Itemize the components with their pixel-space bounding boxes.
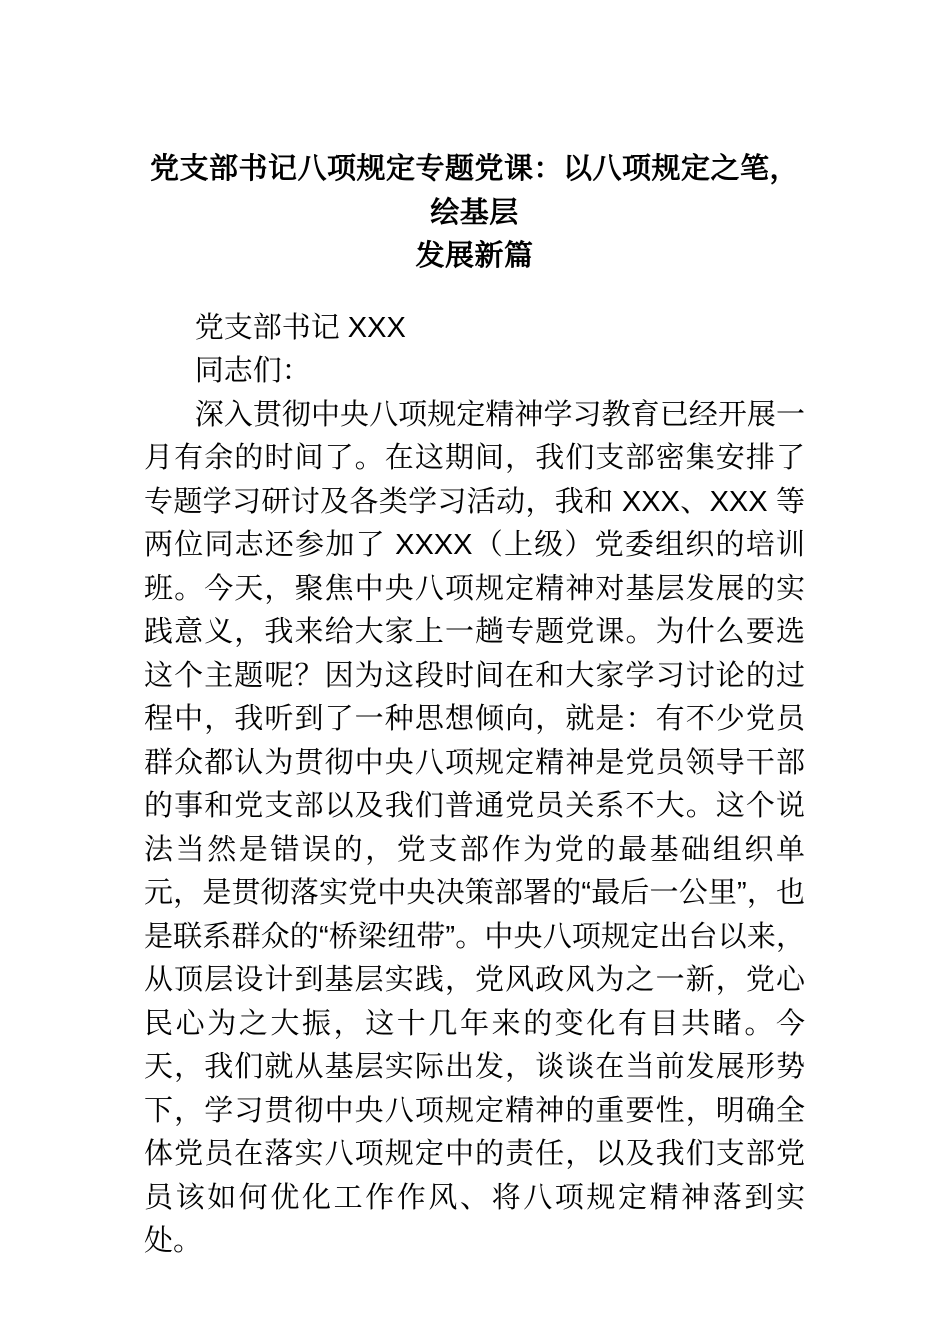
document-title (144, 148, 805, 279)
speaker-line: 党支部书记 XXX (194, 311, 406, 344)
document-title-line-2: 发展新篇 (415, 240, 534, 272)
salutation-line: 同志们： (194, 355, 311, 387)
document-title-line-1: 党支部书记八项规定专题党课：以八项规定之笔，绘基层 (149, 153, 799, 229)
body-paragraph: 深入贯彻中央八项规定精神学习教育已经开展一月有余的时间了。在这期间，我们支部密集安排了专题学习研讨及各类学习活动，我和 XXX、XXX 等两位同志还参加了 XXXX（上级）党委组织的培训班。今天，聚焦中央八项规定精神对基层发展的实践意义，我来给大家上一趟专题党课。为什么要选这个主题呢？因为这段时间在和大家学习讨论的过程中，我听到了一种思想倾向，就是：有不少党员群众都认为贯彻中央八项规定精神是党员领导干部的事和党支部以及我们普通党员关系不大。这个说法当然是错误的，党支部作为党的最基础组织单元，是贯彻落实党中央决策部署的“最后一公里”，也是联系群众的“桥梁纽带”。中央八项规定出台以来，从顶层设计到基层实践，党风政风为之一新，党心民心为之大振，这十几年来的变化有目共睹。今天，我们就从基层实际出发，谈谈在当前发展形势下，学习贯彻中央八项规定精神的重要性，明确全体党员在落实八项规定中的责任，以及我们支部党员该如何优化工作作风、将八项规定精神落到实处。 (144, 398, 805, 1257)
